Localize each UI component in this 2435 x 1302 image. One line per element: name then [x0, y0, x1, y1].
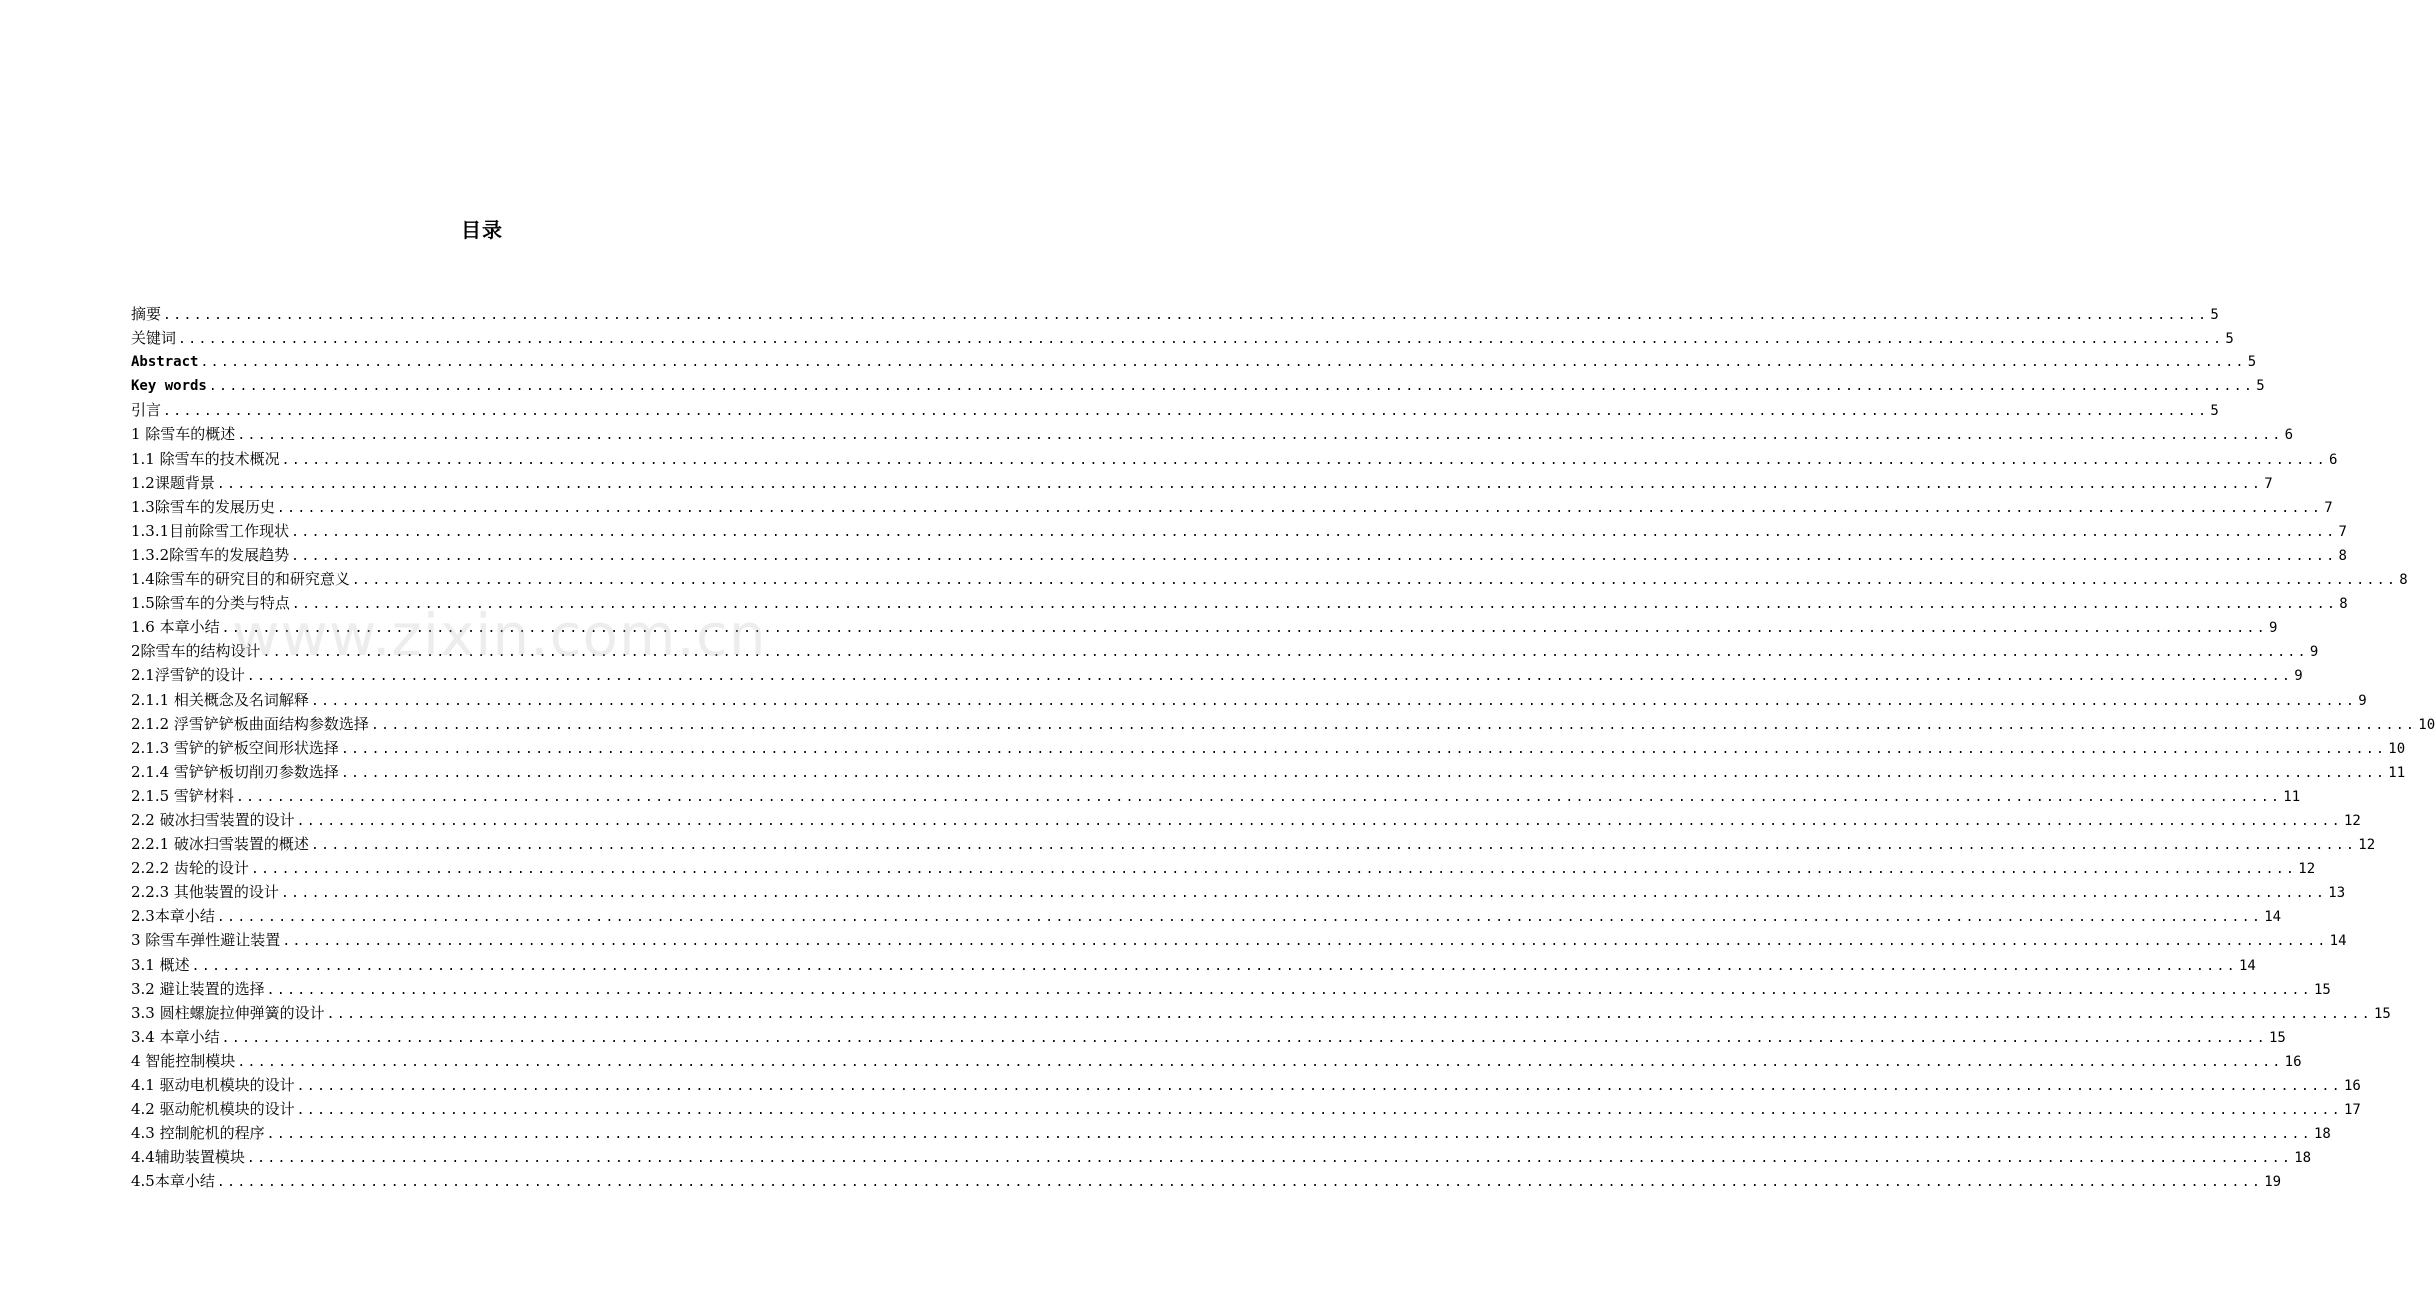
- toc-entry-page-number: 17: [2343, 1102, 2361, 1119]
- toc-dot-leader: ........................................................................................................................................................................................................: [246, 1151, 2293, 1167]
- toc-entry-label: 1.3.1目前除雪工作现状: [131, 521, 290, 540]
- toc-dot-leader: ........................................................................................................................................................................................................: [340, 765, 2387, 781]
- toc-entry-page-number: 14: [2329, 933, 2347, 950]
- toc-entry-label: 关键词: [131, 329, 177, 348]
- toc-entry-page-number: 8: [2339, 596, 2348, 613]
- toc-entry-label: 2.1.5 雪铲材料: [131, 786, 234, 805]
- toc-dot-leader: ........................................................................................................................................................................................................: [200, 355, 2246, 371]
- toc-entry-label: 2.2.1 破冰扫雪装置的概述: [131, 835, 309, 854]
- toc-entry[interactable]: [131, 591, 2348, 615]
- toc-dot-leader: ........................................................................................................................................................................................................: [262, 645, 2308, 661]
- toc-entry-label: 4.1 驱动电机模块的设计: [131, 1076, 295, 1094]
- toc-entry-label: 4.5本章小结: [131, 1172, 215, 1191]
- toc-entry[interactable]: [131, 1001, 2391, 1025]
- toc-dot-leader: ........................................................................................................................................................................................................: [281, 452, 2327, 468]
- toc-entry[interactable]: [131, 953, 2256, 977]
- toc-entry[interactable]: [131, 1097, 2361, 1121]
- toc-dot-leader: ........................................................................................................................................................................................................: [250, 862, 2297, 878]
- toc-entry-page-number: 12: [2358, 837, 2376, 854]
- toc-entry-page-number: 18: [2294, 1150, 2312, 1167]
- toc-entry-label: 摘要: [131, 305, 162, 323]
- toc-dot-leader: ........................................................................................................................................................................................................: [237, 1054, 2283, 1070]
- toc-entry[interactable]: [131, 977, 2331, 1001]
- toc-entry[interactable]: [131, 904, 2282, 928]
- toc-dot-leader: ........................................................................................................................................................................................................: [266, 1127, 2312, 1143]
- toc-entry-page-number: 8: [2338, 547, 2347, 564]
- toc-dot-leader: ........................................................................................................................................................................................................: [237, 428, 2283, 444]
- toc-entry-page-number: 8: [2399, 572, 2408, 589]
- toc-entry-page-number: 18: [2313, 1126, 2331, 1143]
- toc-dot-leader: ........................................................................................................................................................................................................: [291, 597, 2338, 613]
- toc-entry-label: 2.2.3 其他装置的设计: [131, 883, 279, 902]
- toc-entry[interactable]: [131, 350, 2257, 374]
- toc-entry-page-number: 6: [2328, 451, 2338, 468]
- watermark: www.zixin.com.cn: [232, 601, 767, 669]
- toc-dot-leader: ........................................................................................................................................................................................................: [340, 741, 2387, 757]
- toc-dot-leader: ........................................................................................................................................................................................................: [276, 500, 2323, 516]
- toc-entry-page-number: 12: [2298, 861, 2316, 878]
- toc-entry-page-number: 14: [2238, 957, 2256, 974]
- toc-entry-label: 1.1 除雪车的技术概况: [131, 449, 280, 468]
- toc-entry-page-number: 16: [2284, 1053, 2302, 1070]
- toc-entry-page-number: 15: [2373, 1005, 2391, 1022]
- toc-entry-page-number: 9: [2294, 668, 2303, 685]
- toc-entry-page-number: 10: [2388, 740, 2406, 757]
- toc-entry[interactable]: [131, 784, 2301, 808]
- toc-entry[interactable]: [131, 639, 2319, 663]
- toc-dot-leader: ........................................................................................................................................................................................................: [310, 693, 2357, 709]
- toc-entry-label: 2.1.1 相关概念及名词解释: [131, 690, 309, 709]
- toc-dot-leader: ........................................................................................................................................................................................................: [163, 308, 2209, 323]
- toc-entry-label: 1.5除雪车的分类与特点: [131, 594, 290, 613]
- toc-dot-leader: ........................................................................................................................................................................................................: [216, 1175, 2263, 1191]
- toc-entry[interactable]: [131, 663, 2303, 687]
- toc-entry-page-number: 9: [2309, 644, 2319, 661]
- toc-entry-label: 3.1 概述: [131, 955, 190, 974]
- toc-entry-label: 2.3本章小结: [131, 907, 215, 926]
- toc-entry-label: 4 智能控制模块: [131, 1051, 236, 1070]
- toc-entry-label: 1.6 本章小结: [131, 618, 220, 637]
- toc-dot-leader: ........................................................................................................................................................................................................: [280, 886, 2327, 902]
- toc-entry[interactable]: [131, 495, 2333, 519]
- toc-entry[interactable]: [131, 1049, 2302, 1073]
- toc-dot-leader: ........................................................................................................................................................................................................: [326, 1006, 2372, 1022]
- toc-dot-leader: ........................................................................................................................................................................................................: [296, 813, 2342, 829]
- toc-entry-page-number: 11: [2388, 764, 2406, 781]
- toc-entry[interactable]: [131, 398, 2219, 422]
- toc-entry[interactable]: [131, 736, 2406, 760]
- toc-entry-label: Abstract: [131, 354, 199, 371]
- toc-dot-leader: ........................................................................................................................................................................................................: [163, 404, 2209, 420]
- page-title: 目录: [461, 218, 503, 242]
- toc-dot-leader: ........................................................................................................................................................................................................: [246, 669, 2293, 685]
- toc-entry[interactable]: [131, 1073, 2361, 1097]
- toc-entry[interactable]: [131, 447, 2338, 471]
- toc-entry[interactable]: [131, 712, 2435, 736]
- toc-dot-leader: ........................................................................................................................................................................................................: [351, 573, 2398, 589]
- toc-entry-label: 4.2 驱动舵机模块的设计: [131, 1100, 295, 1119]
- toc-entry-page-number: 10: [2418, 716, 2435, 733]
- toc-entry-label: 3.2 避让装置的选择: [131, 979, 265, 998]
- toc-entry-page-number: 11: [2283, 788, 2301, 805]
- toc-entry[interactable]: [131, 326, 2234, 350]
- toc-entry-label: 1.4除雪车的研究目的和研究意义: [131, 570, 350, 589]
- toc-entry-label: 2.2 破冰扫雪装置的设计: [131, 810, 295, 829]
- toc-entry-page-number: 5: [2247, 354, 2257, 371]
- toc-entry[interactable]: [131, 567, 2408, 591]
- toc-entry-page-number: 5: [2256, 378, 2265, 395]
- toc-entry[interactable]: [131, 808, 2361, 832]
- toc-dot-leader: ........................................................................................................................................................................................................: [282, 934, 2328, 950]
- toc-entry-page-number: 5: [2210, 403, 2219, 420]
- toc-entry-label: 4.4辅助装置模块: [131, 1148, 245, 1167]
- toc-entry-label: 1 除雪车的概述: [131, 425, 236, 444]
- toc-entry[interactable]: [131, 1121, 2331, 1145]
- toc-entry-label: 1.3除雪车的发展历史: [131, 497, 275, 516]
- toc-entry-label: 引言: [131, 401, 162, 420]
- toc-dot-leader: ........................................................................................................................................................................................................: [221, 621, 2267, 637]
- toc-entry-page-number: 13: [2328, 885, 2346, 902]
- toc-entry-label: 2.1.2 浮雪铲铲板曲面结构参数选择: [131, 714, 369, 733]
- toc-entry-page-number: 19: [2264, 1174, 2282, 1191]
- toc-entry-page-number: 16: [2343, 1078, 2361, 1094]
- toc-dot-leader: ........................................................................................................................................................................................................: [370, 717, 2417, 733]
- toc-entry-page-number: 9: [2268, 620, 2278, 637]
- toc-entry-label: 4.3 控制舵机的程序: [131, 1124, 265, 1143]
- toc-dot-leader: ........................................................................................................................................................................................................: [191, 958, 2237, 974]
- toc-dot-leader: ........................................................................................................................................................................................................: [216, 476, 2263, 492]
- toc-entry-page-number: 15: [2268, 1029, 2286, 1046]
- toc-entry[interactable]: [131, 856, 2316, 880]
- toc-entry[interactable]: [131, 928, 2347, 952]
- toc-entry-label: 3.3 圆柱螺旋拉伸弹簧的设计: [131, 1003, 325, 1022]
- toc-entry-page-number: 6: [2284, 427, 2294, 444]
- toc-entry-label: Key words: [131, 378, 207, 395]
- toc-entry-page-number: 5: [2225, 331, 2234, 348]
- toc-entry[interactable]: [131, 688, 2367, 712]
- toc-entry-label: 2.1浮雪铲的设计: [131, 666, 245, 685]
- toc-entry-page-number: 7: [2338, 523, 2347, 540]
- toc-dot-leader: ........................................................................................................................................................................................................: [291, 524, 2337, 540]
- toc-entry-page-number: 14: [2264, 909, 2282, 926]
- toc-entry[interactable]: [131, 302, 2219, 326]
- toc-dot-leader: ........................................................................................................................................................................................................: [310, 838, 2357, 854]
- toc-dot-leader: ........................................................................................................................................................................................................: [291, 548, 2337, 564]
- toc-entry-label: 1.3.2除雪车的发展趋势: [131, 545, 290, 564]
- toc-dot-leader: ........................................................................................................................................................................................................: [235, 789, 2282, 805]
- toc-entry-label: 2.1.3 雪铲的铲板空间形状选择: [131, 738, 339, 757]
- toc-dot-leader: ........................................................................................................................................................................................................: [296, 1079, 2342, 1094]
- toc-entry-label: 2.2.2 齿轮的设计: [131, 859, 249, 878]
- toc-entry-page-number: 15: [2313, 981, 2331, 998]
- toc-dot-leader: ........................................................................................................................................................................................................: [216, 910, 2263, 926]
- toc-entry[interactable]: [131, 1169, 2282, 1193]
- toc-entry-label: 1.2课题背景: [131, 473, 215, 492]
- toc-entry-page-number: 7: [2264, 475, 2273, 492]
- toc-entry[interactable]: [131, 422, 2294, 446]
- toc-entry[interactable]: [131, 471, 2273, 495]
- toc-entry[interactable]: [131, 543, 2347, 567]
- toc-dot-leader: ........................................................................................................................................................................................................: [208, 379, 2255, 395]
- toc-entry[interactable]: [131, 880, 2346, 904]
- toc-entry-label: 2除雪车的结构设计: [131, 642, 261, 661]
- toc-entry[interactable]: [131, 832, 2376, 856]
- toc-dot-leader: ........................................................................................................................................................................................................: [221, 1030, 2267, 1046]
- toc-entry-label: 3 除雪车弹性避让装置: [131, 931, 281, 950]
- table-of-contents: [131, 302, 2435, 1193]
- toc-entry[interactable]: [131, 1145, 2312, 1169]
- toc-entry-label: 3.4 本章小结: [131, 1027, 220, 1046]
- toc-dot-leader: ........................................................................................................................................................................................................: [296, 1103, 2342, 1119]
- toc-dot-leader: ........................................................................................................................................................................................................: [266, 982, 2312, 998]
- toc-entry-label: 2.1.4 雪铲铲板切削刃参数选择: [131, 762, 339, 781]
- toc-entry-page-number: 9: [2358, 692, 2367, 709]
- toc-dot-leader: ........................................................................................................................................................................................................: [178, 332, 2224, 348]
- toc-entry[interactable]: [131, 374, 2265, 398]
- toc-entry-page-number: 7: [2324, 499, 2333, 516]
- toc-entry[interactable]: [131, 519, 2347, 543]
- toc-entry[interactable]: [131, 615, 2278, 639]
- toc-entry-page-number: 5: [2210, 307, 2219, 323]
- toc-entry-page-number: 12: [2343, 812, 2361, 829]
- toc-entry[interactable]: [131, 760, 2406, 784]
- toc-entry[interactable]: [131, 1025, 2286, 1049]
